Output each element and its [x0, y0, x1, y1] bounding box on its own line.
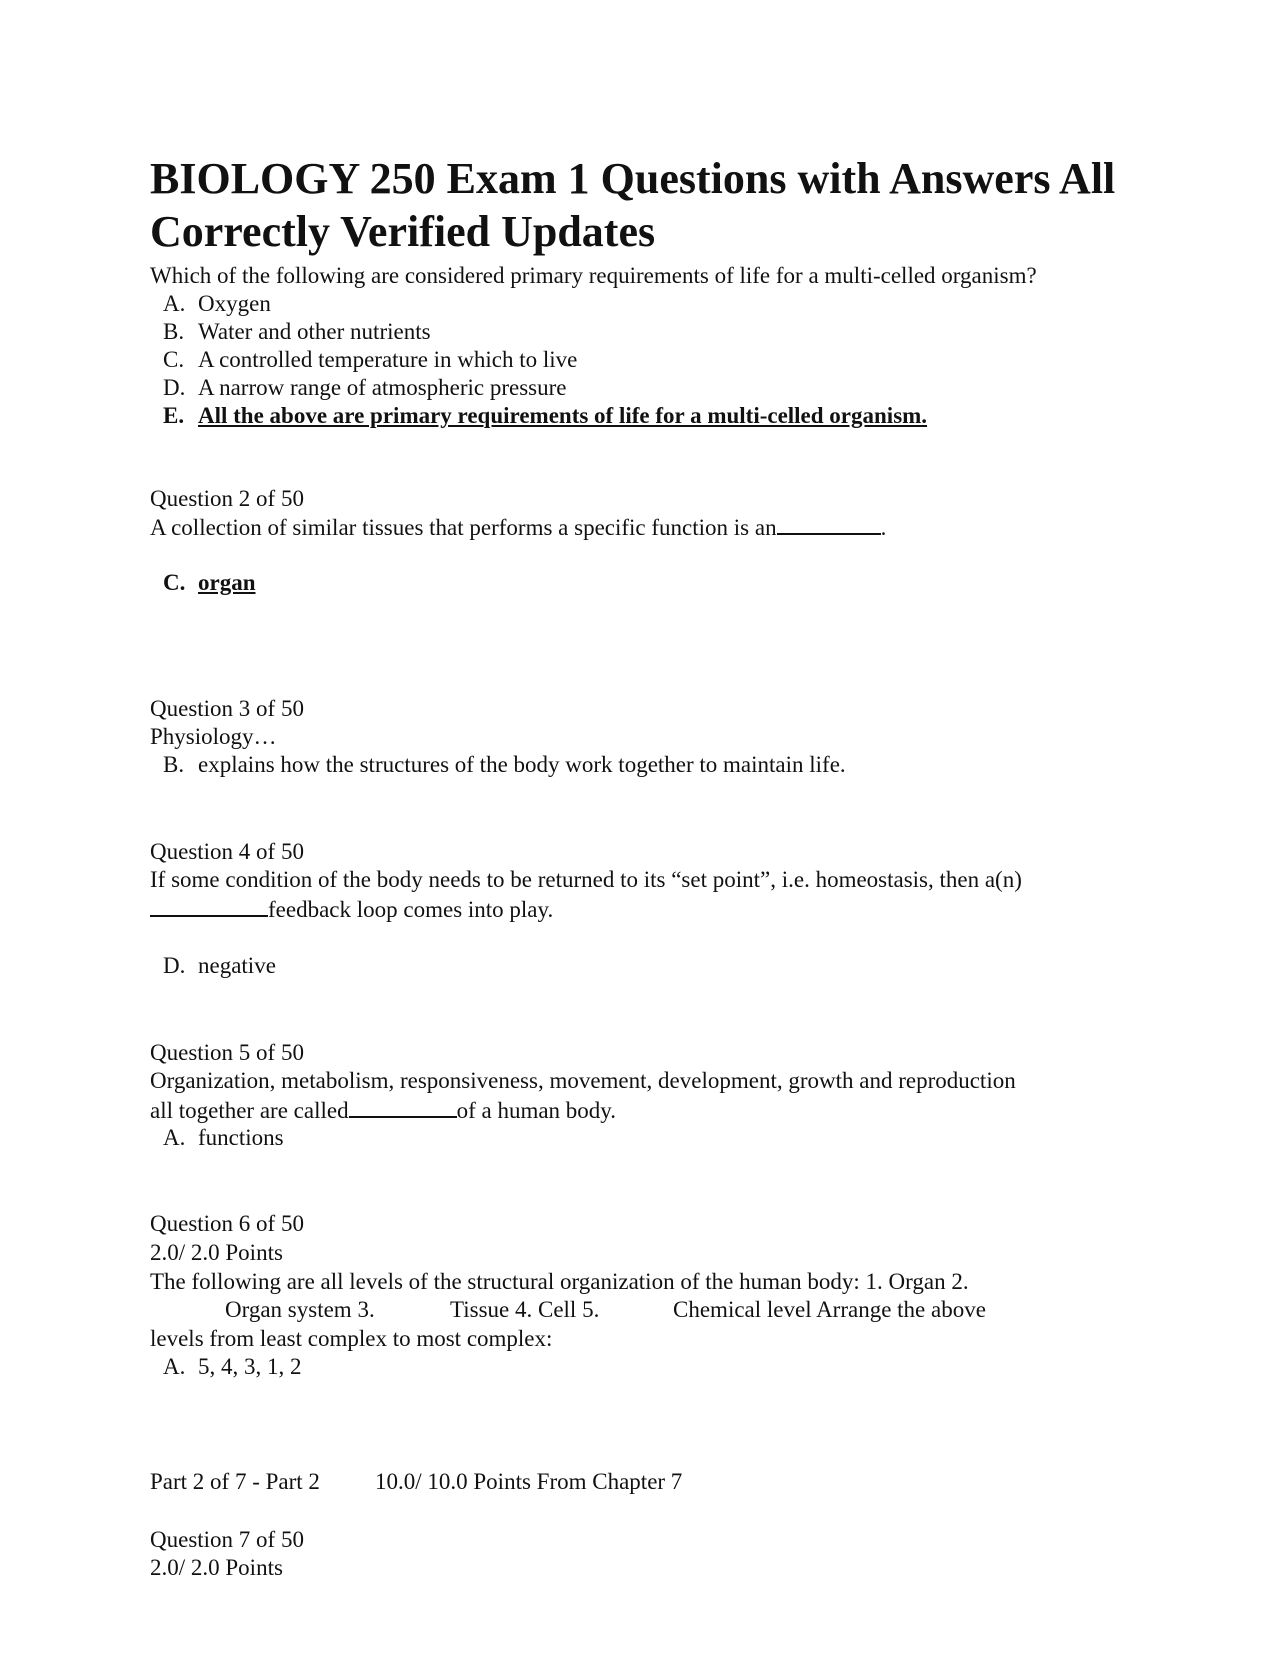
q4-prompt-line1: If some condition of the body needs to be returned to its “set point”, i.e. homeostasis, then a(n) — [150, 867, 1022, 892]
option-letter: B. — [163, 752, 185, 777]
answer-text: negative — [198, 953, 276, 978]
option-letter: B. — [163, 319, 185, 344]
q3-header: Question 3 of 50 — [150, 696, 304, 721]
q4-header: Question 4 of 50 — [150, 839, 304, 864]
prompt-text: all together are called — [150, 1098, 349, 1123]
q3-prompt: Physiology… — [150, 724, 277, 749]
option-letter: C. — [163, 347, 185, 372]
q6-answer — [163, 1353, 302, 1381]
option-text: A narrow range of atmospheric pressure — [198, 375, 567, 400]
q1-prompt: Which of the following are considered primary requirements of life for a multi-celled organism? — [150, 263, 1037, 288]
answer-text: functions — [198, 1125, 284, 1150]
prompt-text: . — [880, 515, 887, 540]
q5-answer — [163, 1124, 284, 1152]
q6-prompt-line2c: Chemical level Arrange the above — [673, 1297, 986, 1322]
q4-prompt-line2 — [150, 895, 553, 924]
option-letter: D. — [163, 375, 186, 400]
q1-option-b — [163, 318, 431, 346]
option-text: A controlled temperature in which to live — [198, 347, 578, 372]
q1-option-e-correct — [163, 402, 927, 430]
q1-option-d — [163, 374, 567, 402]
q4-answer — [163, 952, 276, 980]
q6-prompt-line1: The following are all levels of the structural organization of the human body: 1. Organ 2. — [150, 1269, 969, 1294]
option-letter: D. — [163, 953, 186, 978]
option-letter: A. — [163, 1354, 186, 1379]
q7-header: Question 7 of 50 — [150, 1527, 304, 1552]
correct-answer-text: All the above are primary requirements of life for a multi-celled organism. — [198, 403, 928, 428]
q1-option-c — [163, 346, 577, 374]
q2-correct-answer — [163, 569, 256, 597]
option-letter: C. — [163, 570, 186, 595]
q6-prompt-line3: levels from least complex to most complex: — [150, 1326, 553, 1351]
q5-prompt-line2 — [150, 1096, 616, 1125]
correct-answer-text: organ — [198, 570, 256, 595]
part2-label: Part 2 of 7 - Part 2 — [150, 1469, 320, 1494]
q6-header: Question 6 of 50 — [150, 1211, 304, 1236]
q6-prompt-line2a: Organ system 3. — [225, 1297, 375, 1322]
prompt-text: of a human body. — [456, 1098, 617, 1123]
q6-points: 2.0/ 2.0 Points — [150, 1240, 283, 1265]
answer-blank — [349, 1096, 457, 1118]
q2-prompt — [150, 513, 886, 542]
answer-text: explains how the structures of the body work together to maintain life. — [198, 752, 846, 777]
q3-answer — [163, 751, 846, 779]
q5-prompt-line1: Organization, metabolism, responsiveness, movement, development, growth and reproduction — [150, 1068, 1016, 1093]
prompt-text: A collection of similar tissues that performs a specific function is an — [150, 515, 777, 540]
document-title: BIOLOGY 250 Exam 1 Questions with Answers All Correctly Verified Updates — [150, 154, 1116, 256]
part2-points: 10.0/ 10.0 Points From Chapter 7 — [375, 1469, 683, 1494]
prompt-text: feedback loop comes into play. — [268, 897, 554, 922]
option-letter: E. — [163, 403, 185, 428]
answer-text: 5, 4, 3, 1, 2 — [198, 1354, 302, 1379]
q6-prompt-line2b: Tissue 4. Cell 5. — [450, 1297, 600, 1322]
q5-header: Question 5 of 50 — [150, 1040, 304, 1065]
option-text: Oxygen — [198, 291, 271, 316]
q1-option-a — [163, 290, 271, 318]
answer-blank — [150, 895, 268, 917]
answer-blank — [777, 513, 881, 535]
option-text: Water and other nutrients — [198, 319, 431, 344]
q7-points: 2.0/ 2.0 Points — [150, 1555, 283, 1580]
option-letter: A. — [163, 1125, 186, 1150]
option-letter: A. — [163, 291, 186, 316]
q2-header: Question 2 of 50 — [150, 486, 304, 511]
